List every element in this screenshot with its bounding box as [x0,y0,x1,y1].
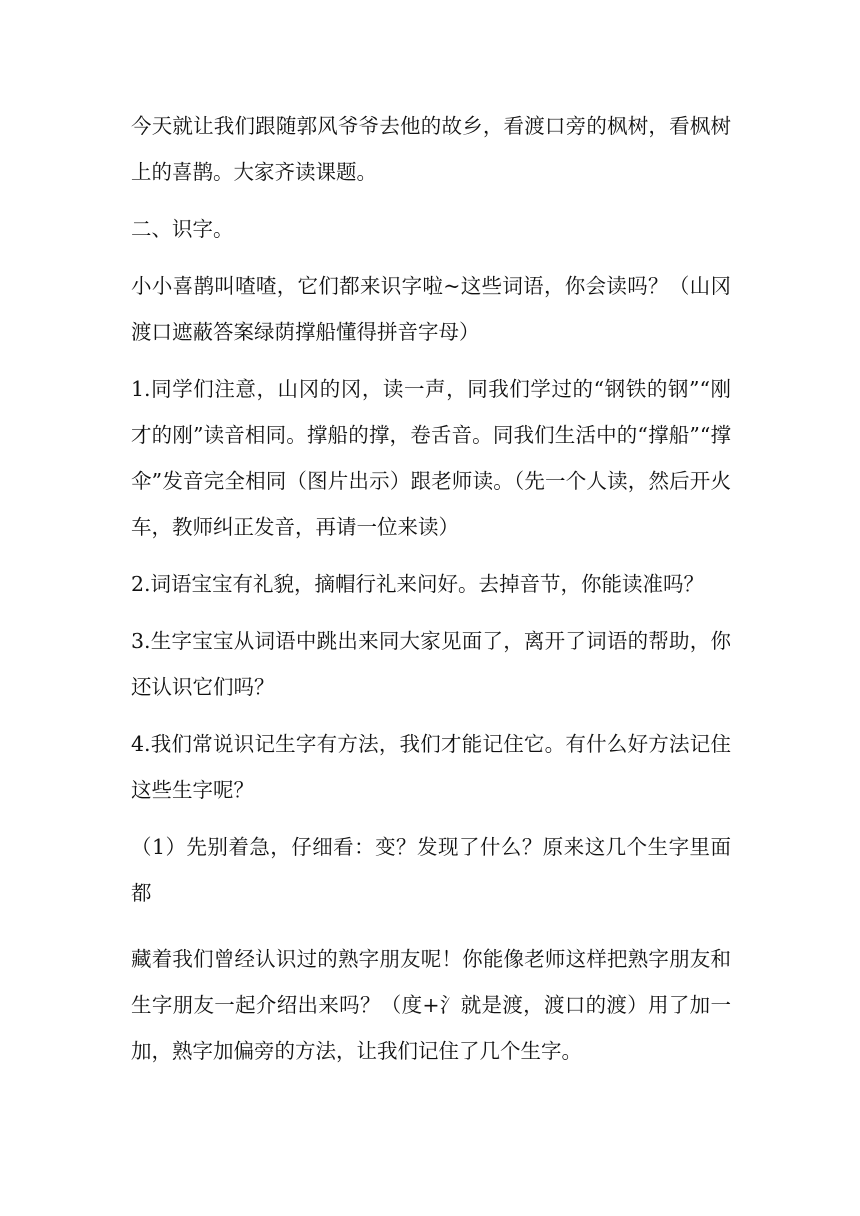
paragraph-intro: 今天就让我们跟随郭风爷爷去他的故乡，看渡口旁的枫树，看枫树上的喜鹊。大家齐读课题。 [131,114,731,184]
paragraph-substep-1-continued: 藏着我们曾经认识过的熟字朋友呢！你能像老师这样把熟字朋友和生字朋友一起介绍出来吗？（度+氵就是渡，渡口的渡）用了加一加，熟字加偏旁的方法，让我们记住了几个生字。 [131,947,731,1063]
paragraph-step-4: 4.我们常说识记生字有方法，我们才能记住它。有什么好方法记住这些生字呢？ [131,732,731,802]
document-body [131,103,731,1085]
paragraph-step-2: 2.词语宝宝有礼貌，摘帽行礼来问好。去掉音节，你能读准吗？ [131,572,705,596]
paragraph-step-3: 3.生字宝宝从词语中跳出来同大家见面了，离开了词语的帮助，你还认识它们吗？ [131,629,731,699]
paragraph-word-list: 小小喜鹊叫喳喳，它们都来识字啦~这些词语，你会读吗？（山冈渡口遮蔽答案绿荫撑船懂得拼音字母） [131,274,731,344]
paragraph-step-1: 1.同学们注意，山冈的冈，读一声，同我们学过的“钢铁的钢”“刚才的刚”读音相同。撑船的撑，卷舌音。同我们生活中的“撑船”“撑伞”发音完全相同（图片出示）跟老师读。（先一个人读，然后开火车，教师纠正发音，再请一位来读） [131,377,731,539]
paragraph-substep-1: （1）先别着急，仔细看：变？发现了什么？原来这几个生字里面都 [131,835,731,905]
section-heading-literacy: 二、识字。 [131,217,234,241]
